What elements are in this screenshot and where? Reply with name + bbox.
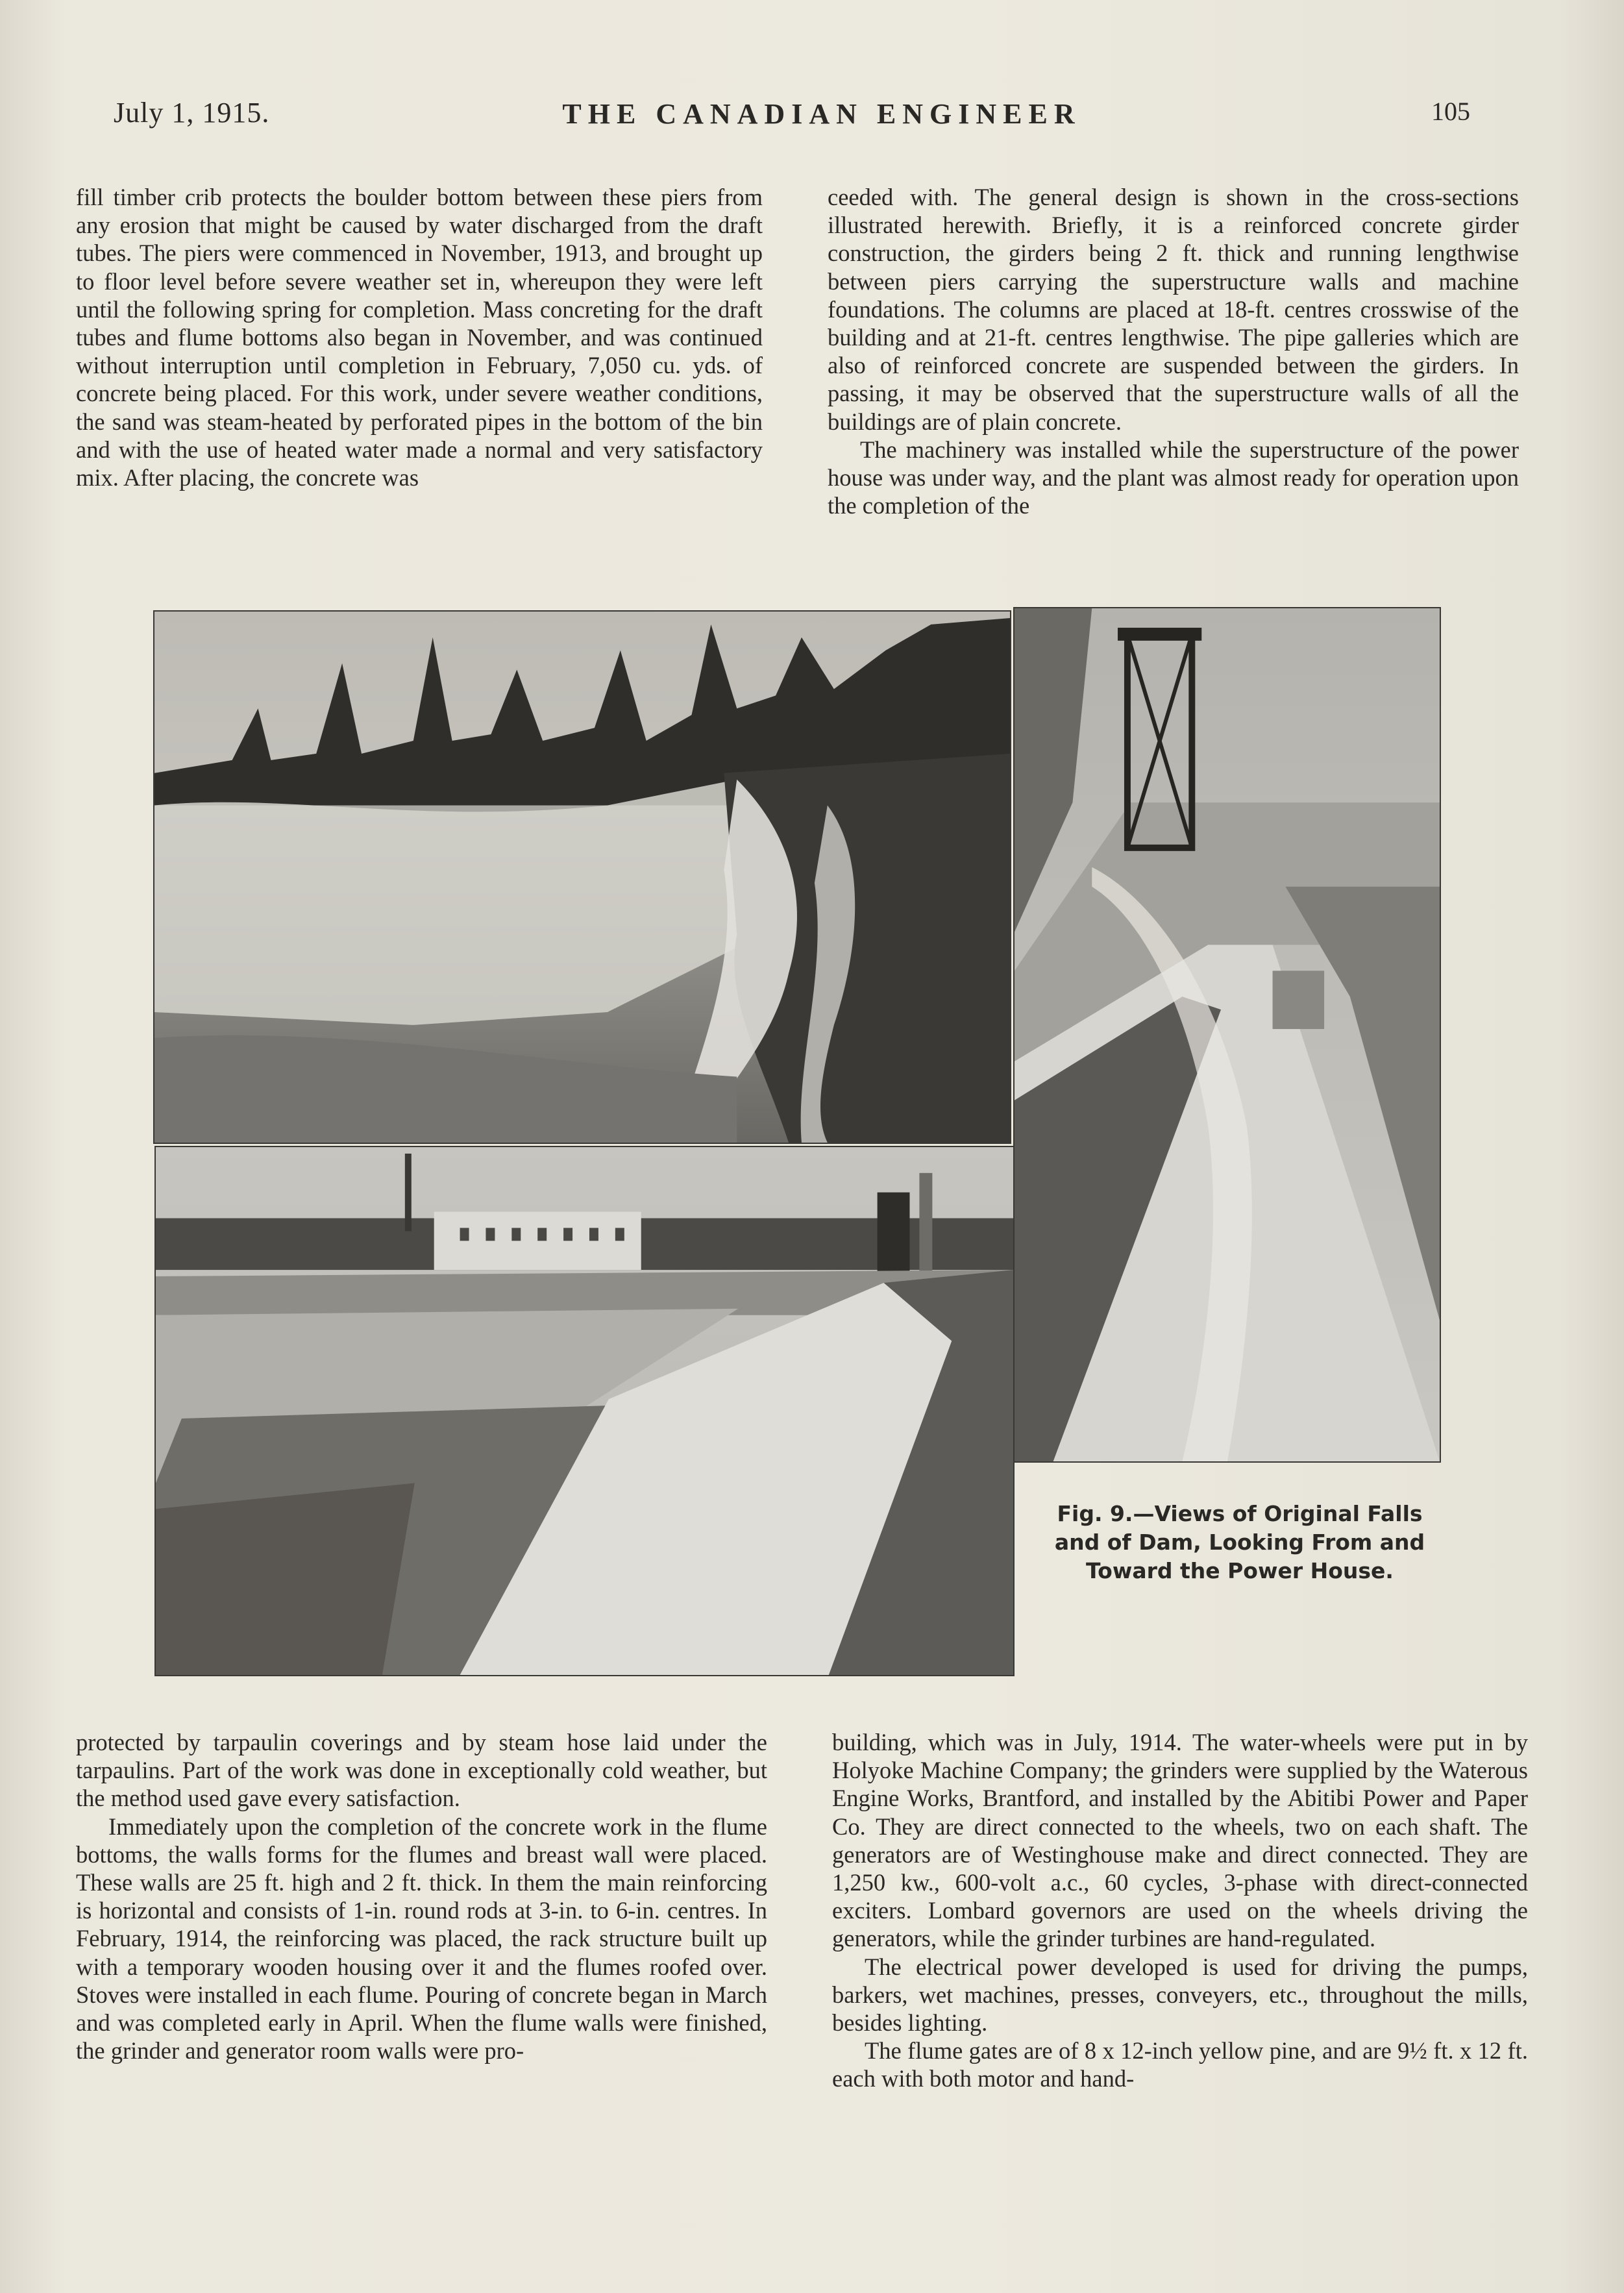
- paragraph: protected by tarpaulin coverings and by steam hose laid under the tarpaulins. Part of the work was done in exceptionally cold weather, but the method used gave every satisfaction.: [76, 1729, 767, 1812]
- paragraph: building, which was in July, 1914. The water-wheels were put in by Holyoke Machine Company; the grinders were supplied by the Waterous Engine Works, Brantford, and installed by the Abitibi Power and Paper Co. They are direct connected to the wheels, two on each shaft. The generators are of Westinghouse make and direct connected. They are 1,250 kw., 600-volt a.c., 60 cycles, 3-phase with direct-connected exciters. Lombard governors are used on the wheels driving the generators, while the grinder turbines are hand-regulated.: [832, 1729, 1528, 1952]
- photo-original-falls: [153, 610, 1011, 1144]
- column-bottom-left: [76, 1728, 767, 2064]
- column-top-left: [76, 183, 763, 491]
- column-top-right: [828, 183, 1519, 519]
- paragraph: ceeded with. The general design is shown in the cross-sections illustrated herewith. Briefly, it is a reinforced concrete girder construction, the girders being 2 ft. thick and running lengthwise between piers carrying the superstructure walls and machine foundations. The columns are placed at 18-ft. centres crosswise of the building and at 21-ft. centres lengthwise. The pipe galleries which are also of reinforced concrete are suspended between the girders. In passing, it may be observed that the superstructure walls of all the buildings are of plain concrete.: [828, 184, 1519, 435]
- photo-power-house: [154, 1146, 1015, 1676]
- header-date: July 1, 1915.: [114, 97, 270, 129]
- paragraph: The flume gates are of 8 x 12-inch yellow pine, and are 9½ ft. x 12 ft. each with both motor and hand-: [832, 2037, 1528, 2092]
- journal-title: THE CANADIAN ENGINEER: [562, 98, 1081, 130]
- paragraph: fill timber crib protects the boulder bottom between these piers from any erosion that might be caused by water discharged from the draft tubes. The piers were commenced in November, 1913, and brought up to floor level before severe weather set in, whereupon they were left until the following spring for completion. Mass concreting for the draft tubes and flume bottoms also began in November, and was continued without interruption until completion in February, 7,050 cu. yds. of concrete being placed. For this work, under severe weather conditions, the sand was steam-heated by perforated pipes in the bottom of the bin and with the use of heated water made a normal and very satisfactory mix. After placing, the concrete was: [76, 184, 763, 491]
- column-bottom-right: [832, 1728, 1528, 2093]
- running-header: [0, 96, 1624, 142]
- paragraph: Immediately upon the completion of the concrete work in the flume bottoms, the walls forms for the flumes and breast wall were placed. These walls are 25 ft. high and 2 ft. thick. In them the main reinforcing is horizontal and consists of 1-in. round rods at 3-in. to 6-in. centres. In February, 1914, the reinforcing was placed, the rack structure built up with a temporary wooden housing over it and the flumes roofed over. Stoves were installed in each flume. Pouring of concrete began in March and was completed early in April. When the flume walls were finished, the grinder and generator room walls were pro-: [76, 1813, 767, 2064]
- paragraph: The machinery was installed while the superstructure of the power house was under way, and the plant was almost ready for operation upon the completion of the: [828, 436, 1519, 519]
- photo-dam-tower: [1013, 607, 1441, 1463]
- paragraph: The electrical power developed is used for driving the pumps, barkers, wet machines, presses, conveyers, etc., throughout the mills, besides lighting.: [832, 1953, 1528, 2037]
- page-number: 105: [1431, 97, 1470, 126]
- figure-caption: Fig. 9.—Views of Original Falls and of Dam, Looking From and Toward the Power House.: [1054, 1501, 1425, 1583]
